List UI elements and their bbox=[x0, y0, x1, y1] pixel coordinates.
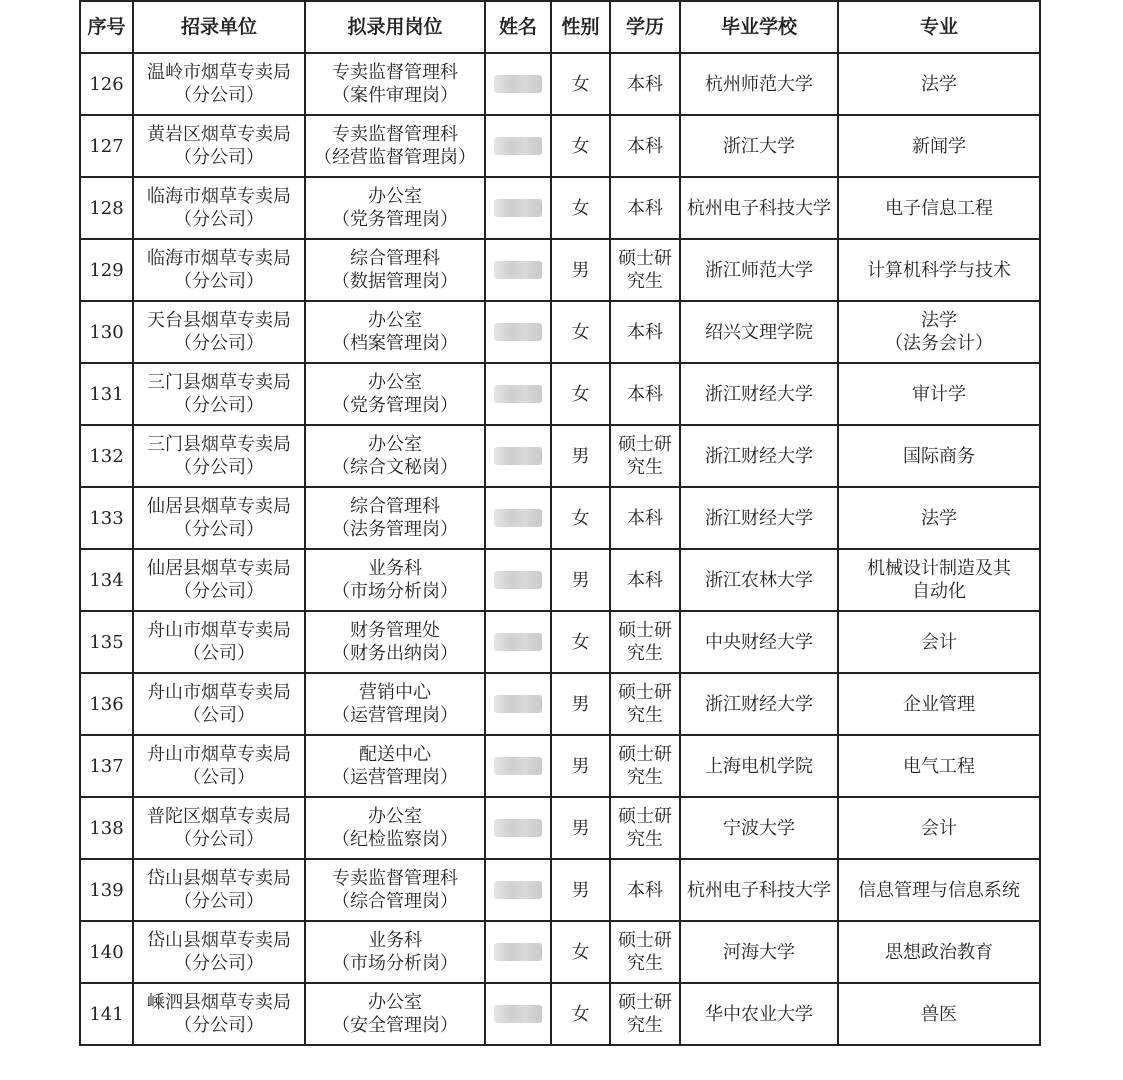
cell-name-redacted bbox=[485, 53, 551, 115]
cell-major-line1: 会计 bbox=[921, 817, 957, 839]
cell-edu-line2: 究生 bbox=[627, 767, 663, 788]
cell-post-line1: 办公室 bbox=[368, 310, 422, 331]
cell-name-redacted bbox=[485, 363, 551, 425]
cell-name-redacted bbox=[485, 983, 551, 1045]
cell-major-line1: 法学 bbox=[921, 310, 957, 331]
redaction-blur bbox=[494, 881, 542, 899]
cell-post bbox=[305, 115, 485, 177]
redaction-blur bbox=[494, 695, 542, 713]
cell-seq: 133 bbox=[80, 487, 133, 549]
cell-name-redacted bbox=[485, 797, 551, 859]
cell-post bbox=[305, 673, 485, 735]
cell-gender: 女 bbox=[551, 611, 610, 673]
cell-seq: 140 bbox=[80, 921, 133, 983]
cell-unit-line1: 普陀区烟草专卖局 bbox=[147, 806, 291, 827]
table-row bbox=[80, 735, 1040, 797]
cell-major bbox=[838, 115, 1040, 177]
cell-seq: 129 bbox=[80, 239, 133, 301]
cell-major bbox=[838, 549, 1040, 611]
cell-edu bbox=[610, 239, 680, 301]
cell-school: 浙江师范大学 bbox=[680, 239, 838, 301]
cell-post-line2: （档案管理岗） bbox=[332, 333, 458, 354]
cell-major-line1: 审计学 bbox=[912, 383, 966, 405]
cell-unit-line1: 舟山市烟草专卖局 bbox=[147, 682, 291, 703]
cell-edu-line1: 硕士研 bbox=[618, 930, 672, 951]
cell-edu bbox=[610, 115, 680, 177]
cell-edu-line1: 硕士研 bbox=[618, 992, 672, 1013]
cell-major-line1: 法学 bbox=[921, 73, 957, 95]
cell-edu-line1: 本科 bbox=[627, 135, 663, 157]
cell-major bbox=[838, 735, 1040, 797]
cell-unit-line1: 岱山县烟草专卖局 bbox=[147, 868, 291, 889]
cell-school: 上海电机学院 bbox=[680, 735, 838, 797]
cell-post bbox=[305, 921, 485, 983]
cell-edu bbox=[610, 735, 680, 797]
cell-unit bbox=[133, 673, 305, 735]
cell-school: 杭州师范大学 bbox=[680, 53, 838, 115]
cell-edu-line2: 究生 bbox=[627, 457, 663, 478]
cell-unit bbox=[133, 983, 305, 1045]
cell-post-line2: （运营管理岗） bbox=[332, 767, 458, 788]
cell-major bbox=[838, 673, 1040, 735]
cell-major bbox=[838, 921, 1040, 983]
cell-school: 河海大学 bbox=[680, 921, 838, 983]
table-row bbox=[80, 177, 1040, 239]
cell-school: 浙江农林大学 bbox=[680, 549, 838, 611]
cell-edu bbox=[610, 673, 680, 735]
table-row bbox=[80, 859, 1040, 921]
cell-post bbox=[305, 301, 485, 363]
cell-edu-line1: 硕士研 bbox=[618, 806, 672, 827]
cell-edu bbox=[610, 301, 680, 363]
cell-unit bbox=[133, 53, 305, 115]
cell-post-line2: （综合管理岗） bbox=[332, 891, 458, 912]
header-major: 专业 bbox=[838, 1, 1040, 53]
table-row bbox=[80, 797, 1040, 859]
cell-unit-line2: （分公司） bbox=[174, 519, 264, 540]
cell-gender: 女 bbox=[551, 983, 610, 1045]
cell-seq: 134 bbox=[80, 549, 133, 611]
cell-unit-line1: 临海市烟草专卖局 bbox=[147, 248, 291, 269]
cell-edu-line1: 硕士研 bbox=[618, 620, 672, 641]
redaction-blur bbox=[494, 509, 542, 527]
cell-unit-line1: 临海市烟草专卖局 bbox=[147, 186, 291, 207]
cell-school: 华中农业大学 bbox=[680, 983, 838, 1045]
cell-post-line1: 办公室 bbox=[368, 186, 422, 207]
redaction-blur bbox=[494, 943, 542, 961]
cell-seq: 139 bbox=[80, 859, 133, 921]
cell-post-line2: （法务管理岗） bbox=[332, 519, 458, 540]
cell-unit-line2: （公司） bbox=[183, 705, 255, 726]
cell-major-line1: 机械设计制造及其 bbox=[867, 558, 1011, 579]
cell-edu bbox=[610, 363, 680, 425]
cell-gender: 女 bbox=[551, 487, 610, 549]
cell-school: 绍兴文理学院 bbox=[680, 301, 838, 363]
cell-post bbox=[305, 735, 485, 797]
cell-school: 中央财经大学 bbox=[680, 611, 838, 673]
cell-school: 浙江财经大学 bbox=[680, 673, 838, 735]
cell-unit bbox=[133, 487, 305, 549]
cell-post-line1: 办公室 bbox=[368, 372, 422, 393]
cell-unit bbox=[133, 115, 305, 177]
table-row bbox=[80, 921, 1040, 983]
cell-post-line1: 综合管理科 bbox=[350, 496, 440, 517]
cell-unit-line1: 舟山市烟草专卖局 bbox=[147, 744, 291, 765]
table-header-row bbox=[80, 1, 1040, 53]
redaction-blur bbox=[494, 323, 542, 341]
cell-unit-line2: （分公司） bbox=[174, 581, 264, 602]
cell-major bbox=[838, 859, 1040, 921]
cell-unit bbox=[133, 549, 305, 611]
cell-post bbox=[305, 983, 485, 1045]
recruitment-table-sheet bbox=[79, 0, 1041, 1046]
cell-edu bbox=[610, 425, 680, 487]
cell-major bbox=[838, 487, 1040, 549]
cell-post-line1: 综合管理科 bbox=[350, 248, 440, 269]
cell-name-redacted bbox=[485, 239, 551, 301]
cell-edu-line2: 究生 bbox=[627, 953, 663, 974]
cell-major-line1: 企业管理 bbox=[903, 693, 975, 715]
cell-edu bbox=[610, 921, 680, 983]
cell-seq: 136 bbox=[80, 673, 133, 735]
cell-unit-line2: （分公司） bbox=[174, 333, 264, 354]
cell-edu-line1: 本科 bbox=[627, 879, 663, 901]
table-row bbox=[80, 487, 1040, 549]
cell-post bbox=[305, 549, 485, 611]
cell-gender: 女 bbox=[551, 301, 610, 363]
cell-edu-line1: 硕士研 bbox=[618, 434, 672, 455]
cell-edu-line1: 本科 bbox=[627, 321, 663, 343]
cell-post-line2: （市场分析岗） bbox=[332, 953, 458, 974]
recruitment-table bbox=[79, 0, 1041, 1046]
cell-gender: 男 bbox=[551, 859, 610, 921]
cell-edu bbox=[610, 611, 680, 673]
cell-school: 浙江财经大学 bbox=[680, 425, 838, 487]
cell-edu bbox=[610, 549, 680, 611]
cell-post bbox=[305, 797, 485, 859]
table-row bbox=[80, 425, 1040, 487]
cell-name-redacted bbox=[485, 177, 551, 239]
redaction-blur bbox=[494, 633, 542, 651]
cell-unit bbox=[133, 363, 305, 425]
cell-unit-line2: （分公司） bbox=[174, 85, 264, 106]
cell-post bbox=[305, 53, 485, 115]
table-row bbox=[80, 115, 1040, 177]
cell-unit-line1: 仙居县烟草专卖局 bbox=[147, 558, 291, 579]
cell-post bbox=[305, 859, 485, 921]
header-seq: 序号 bbox=[80, 1, 133, 53]
redaction-blur bbox=[494, 75, 542, 93]
cell-gender: 男 bbox=[551, 735, 610, 797]
redaction-blur bbox=[494, 1005, 542, 1023]
cell-major bbox=[838, 363, 1040, 425]
cell-name-redacted bbox=[485, 921, 551, 983]
cell-unit-line2: （分公司） bbox=[174, 271, 264, 292]
cell-name-redacted bbox=[485, 549, 551, 611]
cell-school: 宁波大学 bbox=[680, 797, 838, 859]
cell-post-line1: 业务科 bbox=[368, 930, 422, 951]
cell-name-redacted bbox=[485, 425, 551, 487]
cell-seq: 138 bbox=[80, 797, 133, 859]
cell-major-line1: 国际商务 bbox=[903, 445, 975, 467]
cell-seq: 128 bbox=[80, 177, 133, 239]
cell-major-line1: 新闻学 bbox=[912, 135, 966, 157]
cell-gender: 男 bbox=[551, 239, 610, 301]
cell-unit-line1: 嵊泗县烟草专卖局 bbox=[147, 992, 291, 1013]
cell-major bbox=[838, 611, 1040, 673]
header-school: 毕业学校 bbox=[680, 1, 838, 53]
cell-name-redacted bbox=[485, 735, 551, 797]
redaction-blur bbox=[494, 757, 542, 775]
cell-post-line1: 专卖监督管理科 bbox=[332, 868, 458, 889]
cell-school: 浙江财经大学 bbox=[680, 363, 838, 425]
cell-post-line1: 财务管理处 bbox=[350, 620, 440, 641]
cell-edu-line1: 本科 bbox=[627, 383, 663, 405]
cell-seq: 130 bbox=[80, 301, 133, 363]
cell-name-redacted bbox=[485, 487, 551, 549]
cell-name-redacted bbox=[485, 115, 551, 177]
cell-gender: 男 bbox=[551, 549, 610, 611]
cell-edu-line1: 本科 bbox=[627, 507, 663, 529]
table-row bbox=[80, 301, 1040, 363]
cell-post-line1: 办公室 bbox=[368, 806, 422, 827]
cell-gender: 女 bbox=[551, 177, 610, 239]
cell-unit bbox=[133, 301, 305, 363]
cell-post bbox=[305, 611, 485, 673]
cell-school: 浙江财经大学 bbox=[680, 487, 838, 549]
table-row bbox=[80, 549, 1040, 611]
cell-unit bbox=[133, 921, 305, 983]
cell-post-line2: （市场分析岗） bbox=[332, 581, 458, 602]
cell-seq: 132 bbox=[80, 425, 133, 487]
cell-edu-line1: 本科 bbox=[627, 73, 663, 95]
cell-seq: 131 bbox=[80, 363, 133, 425]
cell-school: 浙江大学 bbox=[680, 115, 838, 177]
cell-post bbox=[305, 487, 485, 549]
table-row bbox=[80, 673, 1040, 735]
header-gender: 性别 bbox=[551, 1, 610, 53]
cell-name-redacted bbox=[485, 673, 551, 735]
cell-post-line1: 办公室 bbox=[368, 434, 422, 455]
redaction-blur bbox=[494, 261, 542, 279]
cell-unit-line2: （公司） bbox=[183, 767, 255, 788]
table-row bbox=[80, 239, 1040, 301]
cell-name-redacted bbox=[485, 301, 551, 363]
cell-major-line1: 会计 bbox=[921, 631, 957, 653]
cell-edu bbox=[610, 53, 680, 115]
cell-edu-line1: 硕士研 bbox=[618, 682, 672, 703]
cell-edu-line1: 硕士研 bbox=[618, 744, 672, 765]
cell-gender: 男 bbox=[551, 673, 610, 735]
cell-post-line2: （财务出纳岗） bbox=[332, 643, 458, 664]
redaction-blur bbox=[494, 819, 542, 837]
cell-gender: 女 bbox=[551, 363, 610, 425]
cell-unit-line1: 温岭市烟草专卖局 bbox=[147, 62, 291, 83]
redaction-blur bbox=[494, 199, 542, 217]
redaction-blur bbox=[494, 137, 542, 155]
cell-post bbox=[305, 239, 485, 301]
cell-gender: 女 bbox=[551, 115, 610, 177]
table-row bbox=[80, 53, 1040, 115]
cell-major bbox=[838, 301, 1040, 363]
cell-unit bbox=[133, 425, 305, 487]
cell-edu-line2: 究生 bbox=[627, 271, 663, 292]
cell-school: 杭州电子科技大学 bbox=[680, 177, 838, 239]
cell-seq: 126 bbox=[80, 53, 133, 115]
cell-post-line2: （案件审理岗） bbox=[332, 85, 458, 106]
cell-post-line1: 业务科 bbox=[368, 558, 422, 579]
cell-unit-line1: 三门县烟草专卖局 bbox=[147, 372, 291, 393]
cell-name-redacted bbox=[485, 611, 551, 673]
header-post: 拟录用岗位 bbox=[305, 1, 485, 53]
cell-post-line1: 配送中心 bbox=[359, 744, 431, 765]
cell-unit-line2: （分公司） bbox=[174, 891, 264, 912]
cell-seq: 135 bbox=[80, 611, 133, 673]
header-unit: 招录单位 bbox=[133, 1, 305, 53]
cell-post bbox=[305, 363, 485, 425]
cell-major bbox=[838, 177, 1040, 239]
header-name: 姓名 bbox=[485, 1, 551, 53]
cell-post-line2: （安全管理岗） bbox=[332, 1015, 458, 1036]
cell-edu bbox=[610, 177, 680, 239]
cell-major-line1: 兽医 bbox=[921, 1003, 957, 1025]
table-row bbox=[80, 983, 1040, 1045]
cell-unit-line1: 岱山县烟草专卖局 bbox=[147, 930, 291, 951]
cell-edu bbox=[610, 859, 680, 921]
cell-unit-line2: （分公司） bbox=[174, 953, 264, 974]
cell-seq: 141 bbox=[80, 983, 133, 1045]
cell-gender: 女 bbox=[551, 921, 610, 983]
cell-unit bbox=[133, 735, 305, 797]
redaction-blur bbox=[494, 571, 542, 589]
cell-unit-line1: 黄岩区烟草专卖局 bbox=[147, 124, 291, 145]
redaction-blur bbox=[494, 385, 542, 403]
cell-unit-line1: 三门县烟草专卖局 bbox=[147, 434, 291, 455]
cell-unit-line2: （分公司） bbox=[174, 395, 264, 416]
cell-post-line1: 专卖监督管理科 bbox=[332, 62, 458, 83]
table-row bbox=[80, 611, 1040, 673]
cell-edu bbox=[610, 797, 680, 859]
cell-edu-line1: 硕士研 bbox=[618, 248, 672, 269]
cell-edu bbox=[610, 487, 680, 549]
cell-edu bbox=[610, 983, 680, 1045]
cell-major-line1: 思想政治教育 bbox=[885, 941, 993, 963]
cell-major-line1: 法学 bbox=[921, 507, 957, 529]
cell-major bbox=[838, 983, 1040, 1045]
cell-edu-line1: 本科 bbox=[627, 569, 663, 591]
cell-unit-line2: （分公司） bbox=[174, 829, 264, 850]
cell-unit bbox=[133, 239, 305, 301]
cell-unit-line1: 天台县烟草专卖局 bbox=[147, 310, 291, 331]
cell-edu-line2: 究生 bbox=[627, 705, 663, 726]
header-edu: 学历 bbox=[610, 1, 680, 53]
cell-seq: 137 bbox=[80, 735, 133, 797]
cell-unit-line2: （分公司） bbox=[174, 209, 264, 230]
cell-major-line1: 计算机科学与技术 bbox=[867, 259, 1011, 281]
cell-name-redacted bbox=[485, 859, 551, 921]
cell-post-line2: （纪检监察岗） bbox=[332, 829, 458, 850]
cell-post bbox=[305, 177, 485, 239]
cell-unit bbox=[133, 611, 305, 673]
cell-post-line2: （运营管理岗） bbox=[332, 705, 458, 726]
cell-gender: 女 bbox=[551, 53, 610, 115]
cell-major bbox=[838, 239, 1040, 301]
cell-post-line2: （数据管理岗） bbox=[332, 271, 458, 292]
cell-unit bbox=[133, 797, 305, 859]
cell-unit-line1: 仙居县烟草专卖局 bbox=[147, 496, 291, 517]
cell-unit-line2: （分公司） bbox=[174, 457, 264, 478]
table-row bbox=[80, 363, 1040, 425]
cell-school: 杭州电子科技大学 bbox=[680, 859, 838, 921]
cell-post bbox=[305, 425, 485, 487]
cell-gender: 男 bbox=[551, 425, 610, 487]
cell-unit bbox=[133, 859, 305, 921]
cell-unit-line2: （分公司） bbox=[174, 147, 264, 168]
cell-unit-line1: 舟山市烟草专卖局 bbox=[147, 620, 291, 641]
cell-major-line1: 电气工程 bbox=[903, 755, 975, 777]
cell-post-line1: 专卖监督管理科 bbox=[332, 124, 458, 145]
cell-gender: 男 bbox=[551, 797, 610, 859]
cell-post-line1: 营销中心 bbox=[359, 682, 431, 703]
cell-unit-line2: （公司） bbox=[183, 643, 255, 664]
cell-post-line1: 办公室 bbox=[368, 992, 422, 1013]
cell-major bbox=[838, 53, 1040, 115]
cell-edu-line2: 究生 bbox=[627, 1015, 663, 1036]
cell-major bbox=[838, 425, 1040, 487]
redaction-blur bbox=[494, 447, 542, 465]
cell-post-line2: （经营监督管理岗） bbox=[314, 147, 476, 168]
cell-unit bbox=[133, 177, 305, 239]
cell-major bbox=[838, 797, 1040, 859]
cell-edu-line2: 究生 bbox=[627, 643, 663, 664]
cell-seq: 127 bbox=[80, 115, 133, 177]
cell-unit-line2: （分公司） bbox=[174, 1015, 264, 1036]
cell-major-line1: 信息管理与信息系统 bbox=[858, 879, 1020, 901]
cell-major-line2: （法务会计） bbox=[885, 333, 993, 354]
cell-post-line2: （党务管理岗） bbox=[332, 209, 458, 230]
cell-edu-line2: 究生 bbox=[627, 829, 663, 850]
cell-post-line2: （党务管理岗） bbox=[332, 395, 458, 416]
cell-edu-line1: 本科 bbox=[627, 197, 663, 219]
cell-post-line2: （综合文秘岗） bbox=[332, 457, 458, 478]
table-body bbox=[80, 53, 1040, 1045]
cell-major-line2: 自动化 bbox=[912, 581, 966, 602]
cell-major-line1: 电子信息工程 bbox=[885, 197, 993, 219]
